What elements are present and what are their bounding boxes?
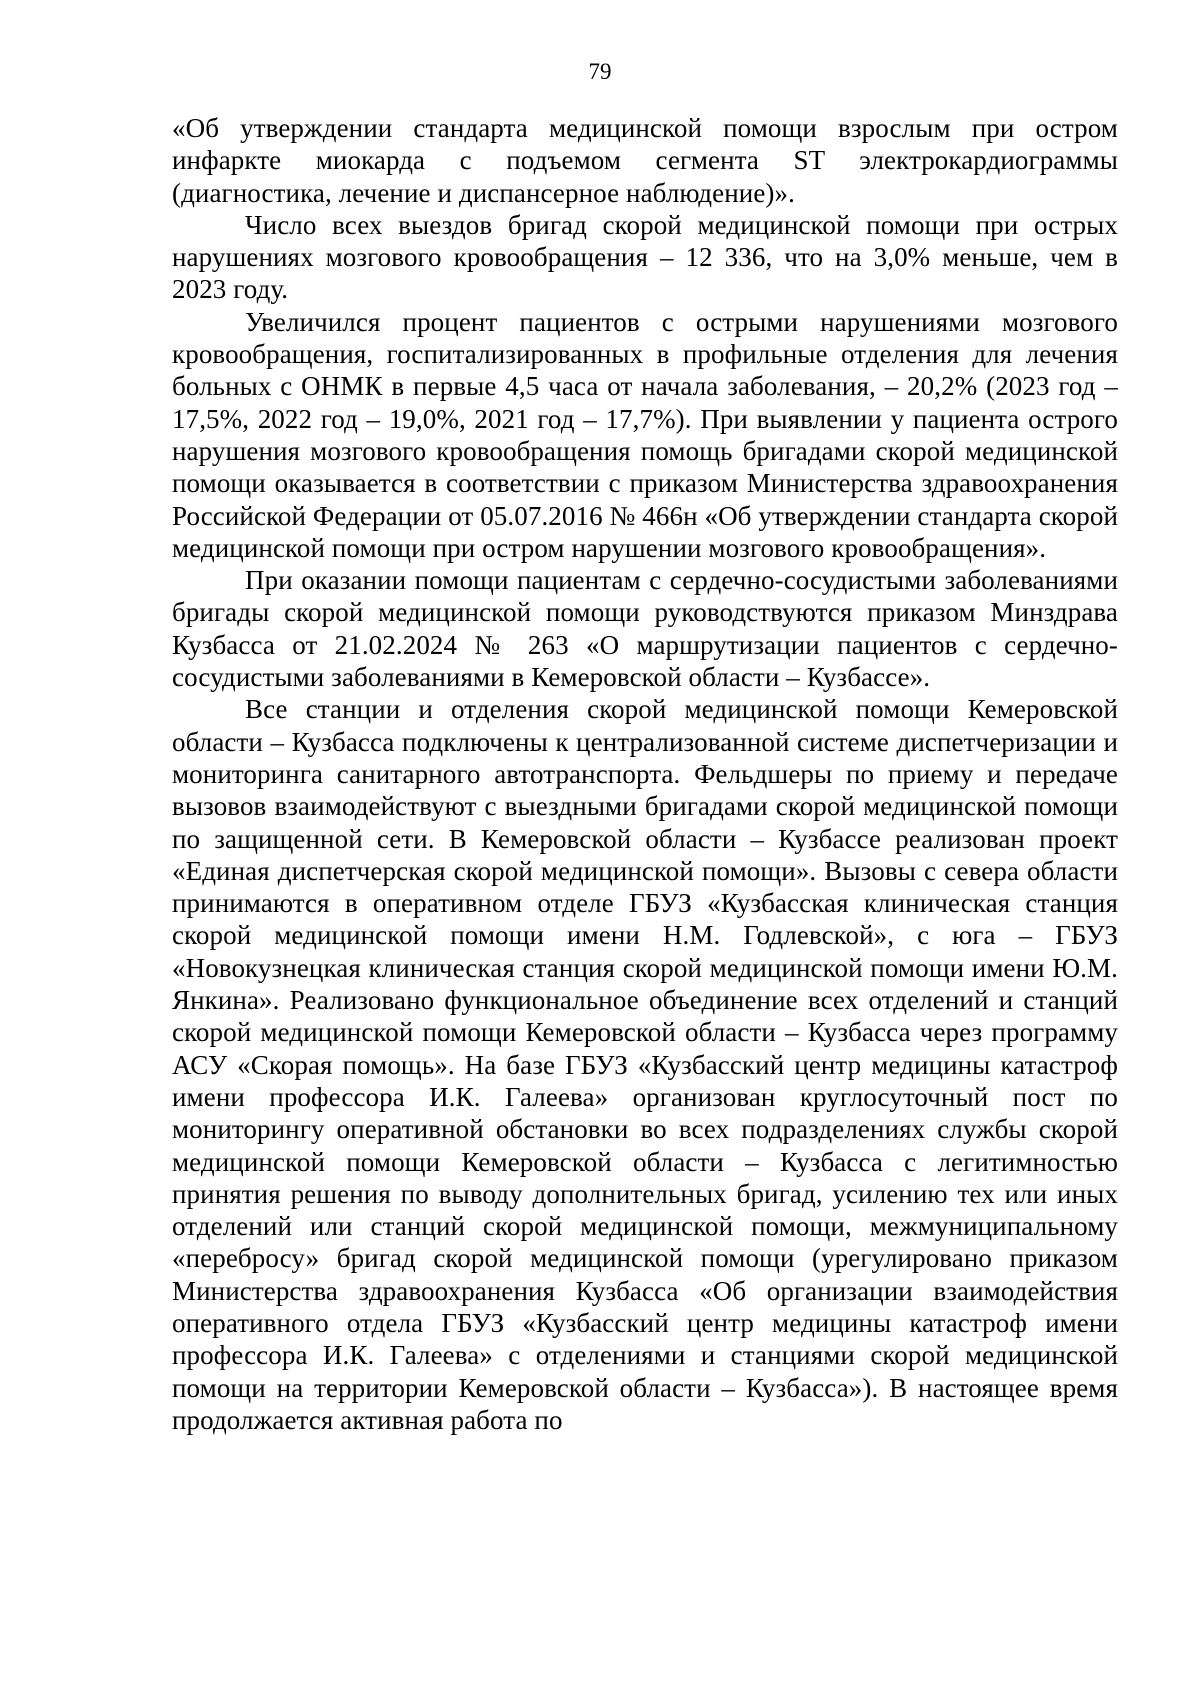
paragraph: Число всех выездов бригад скорой медицинской помощи при острых нарушениях мозгового кровообращения – 12 336, что на 3,0% меньше, чем в 2023 году. [172, 209, 1118, 305]
paragraph: Увеличился процент пациентов с острыми нарушениями мозгового кровообращения, госпитализированных в профильные отделения для лечения больных с ОНМК в первые 4,5 часа от начала заболевания, – 20,2% (2023 год – 17,5%, 2022 год – 19,0%, 2021 год – 17,7%). При выявлении у пациента острого нарушения мозгового кровообращения помощь бригадами скорой медицинской помощи оказывается в соответствии с приказом Министерства здравоохранения Российской Федерации от 05.07.2016 № 466н «Об утверждении стандарта скорой медицинской помощи при остром нарушении мозгового кровообращения». [172, 306, 1118, 563]
paragraph: Все станции и отделения скорой медицинской помощи Кемеровской области – Кузбасса подключены к централизованной системе диспетчеризации и мониторинга санитарного автотранспорта. Фельдшеры по приему и передаче вызовов взаимодействуют с выездными бригадами скорой медицинской помощи по защищенной сети. В Кемеровской области – Кузбассе реализован проект «Единая диспетчерская скорой медицинской помощи». Вызовы с севера области принимаются в оперативном отделе ГБУЗ «Кузбасская клиническая станция скорой медицинской помощи имени Н.М. Годлевской», с юга – ГБУЗ «Новокузнецкая клиническая станция скорой медицинской помощи имени Ю.М. Янкина». Реализовано функциональное объединение всех отделений и станций скорой медицинской помощи Кемеровской области – Кузбасса через программу АСУ «Скорая помощь». На базе ГБУЗ «Кузбасский центр медицины катастроф имени профессора И.К. Галеева» организован круглосуточный пост по мониторингу оперативной обстановки во всех подразделениях службы скорой медицинской помощи Кемеровской области – Кузбасса с легитимностью принятия решения по выводу дополнительных бригад, усилению тех или иных отделений или станций скорой медицинской помощи, межмуниципальному «перебросу» бригад скорой медицинской помощи (урегулировано приказом Министерства здравоохранения Кузбасса «Об организации взаимодействия оперативного отдела ГБУЗ «Кузбасский центр медицины катастроф имени профессора И.К. Галеева» с отделениями и станциями скорой медицинской помощи на территории Кемеровской области – Кузбасса»). В настоящее время продолжается активная работа по [172, 694, 1118, 1435]
page-number: 79 [588, 59, 612, 84]
paragraph-continuation: «Об утверждении стандарта медицинской помощи взрослым при остром инфаркте миокарда с подъемом сегмента ST электрокардиограммы (диагностика, лечение и диспансерное наблюдение)». [172, 113, 1118, 208]
paragraph: При оказании помощи пациентам с сердечно-сосудистыми заболеваниями бригады скорой медицинской помощи руководствуются приказом Минздрава Кузбасса от 21.02.2024 № 263 «О маршрутизации пациентов с сердечно-сосудистыми заболеваниями в Кемеровской области – Кузбассе». [172, 565, 1118, 693]
document-body [172, 112, 1118, 1436]
